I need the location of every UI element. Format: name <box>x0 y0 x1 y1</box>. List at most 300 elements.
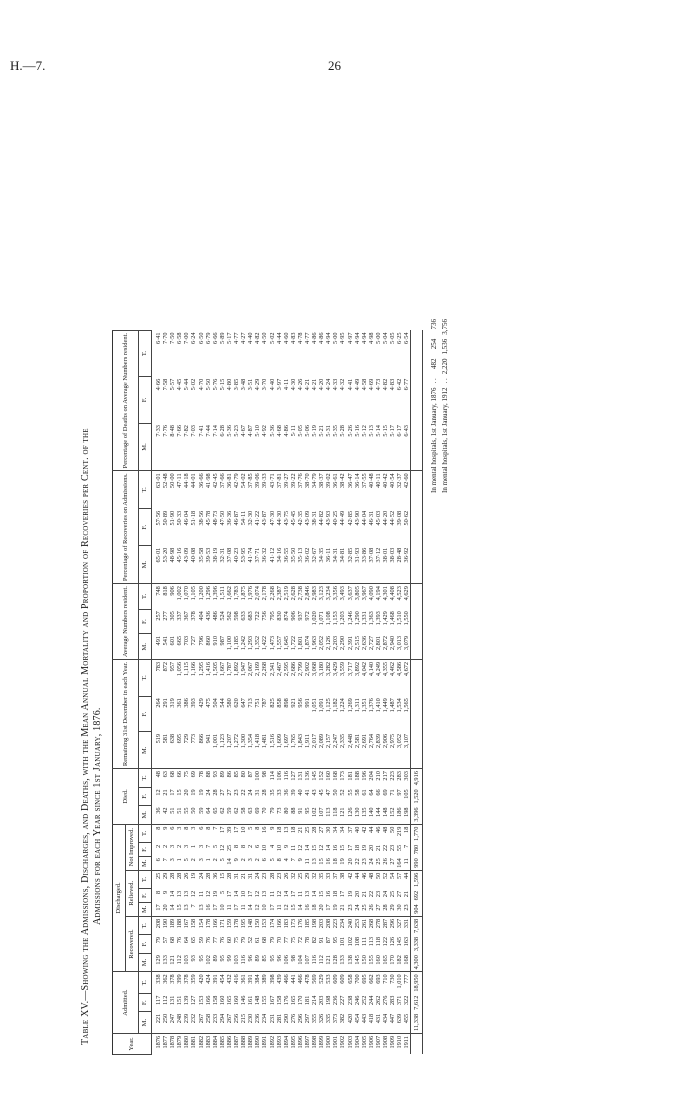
value-cell: 38·03 <box>389 546 396 584</box>
value-cell: 5·02 <box>268 332 276 344</box>
value-cell: 28 <box>225 872 233 880</box>
value-cell: 4·80 <box>225 378 233 391</box>
value-cell: 114 <box>268 771 276 781</box>
value-cell: 5·06 <box>304 423 311 471</box>
value-cell: 475 <box>204 698 212 708</box>
note-1912: In mental hospitals, 1st January, 1912 <box>441 387 450 493</box>
value-cell: 166 <box>275 918 283 929</box>
value-cell: 4·68 <box>276 423 283 471</box>
value-cell: 214 <box>311 995 319 1006</box>
value-cell: 79 <box>269 805 276 824</box>
value-cell: 3,013 <box>396 634 403 659</box>
value-cell: 1,125 <box>325 698 333 713</box>
value-cell: 38·19 <box>212 546 219 584</box>
value-cell: 5·15 <box>218 378 226 391</box>
value-cell: 338 <box>155 974 162 984</box>
value-cell: 818 <box>162 586 170 596</box>
value-cell: 30 <box>396 902 403 916</box>
value-cell: 19 <box>339 856 346 870</box>
value-cell: 55 <box>346 789 354 796</box>
value-cell: 17 <box>218 826 226 833</box>
value-cell: 145 <box>396 936 404 947</box>
value-cell: 11 <box>197 890 205 897</box>
value-cell: 361 <box>176 698 184 708</box>
value-cell: 28 <box>176 872 184 880</box>
value-cell: 160 <box>325 771 333 781</box>
value-cell: 47 <box>325 789 333 796</box>
col-sex-t: T. <box>139 471 152 509</box>
value-cell: 70 <box>261 805 268 824</box>
value-cell: 2,839 <box>375 732 382 769</box>
year-cell: 1883 <box>204 1035 212 1049</box>
value-cell: 4·40 <box>268 378 276 391</box>
value-cell: 91 <box>297 805 304 824</box>
value-cell: 66 <box>374 789 382 796</box>
value-cell: 42 <box>346 872 354 880</box>
value-cell: 858 <box>275 698 283 708</box>
value-cell: 5·50 <box>204 378 212 391</box>
value-cell: 7·76 <box>162 423 169 471</box>
value-cell: 3,282 <box>325 661 333 677</box>
value-cell: 58 <box>353 789 361 796</box>
value-cell: 4,408 <box>389 586 397 601</box>
value-cell: 12 <box>218 844 226 852</box>
value-cell: 10 <box>219 902 226 916</box>
value-cell: 1,516 <box>269 732 276 769</box>
value-cell: 87 <box>247 771 255 778</box>
value-cell: 1,487 <box>389 698 397 713</box>
value-cell: 972 <box>303 611 311 621</box>
value-cell: 28 <box>204 872 212 880</box>
value-cell: 2 <box>162 844 170 848</box>
value-cell: 3,180 <box>318 661 326 677</box>
value-cell: 569 <box>311 974 319 984</box>
value-cell: 287 <box>382 918 389 929</box>
value-cell: 620 <box>233 698 241 708</box>
value-cell: 639 <box>396 1012 403 1034</box>
value-cell: 14 <box>282 890 290 898</box>
value-cell: 5·21 <box>318 423 325 471</box>
value-cell: 1,331 <box>360 611 368 626</box>
value-cell: 12 <box>296 844 304 852</box>
value-cell: 1,203 <box>339 611 347 626</box>
col-sex-m: M. <box>139 732 152 769</box>
value-cell: 153 <box>197 995 205 1006</box>
value-cell: 24 <box>204 789 212 796</box>
value-cell: 14 <box>169 890 177 898</box>
value-cell: 25 <box>296 872 304 880</box>
value-cell: 1,410 <box>374 698 382 713</box>
value-cell: 326 <box>318 1012 325 1034</box>
value-cell: 145 <box>354 953 361 972</box>
value-cell: 5 <box>183 856 190 870</box>
value-cell: 59 <box>198 805 205 824</box>
value-cell: 730 <box>389 974 397 984</box>
value-cell: 466 <box>296 974 304 984</box>
value-cell: 73 <box>276 805 283 824</box>
value-cell: 34·35 <box>318 546 325 584</box>
value-cell: 152 <box>318 771 326 781</box>
value-cell: 1,296 <box>204 586 212 601</box>
value-cell: 454 <box>354 1012 361 1034</box>
value-cell: 359 <box>190 974 198 984</box>
value-cell: 1,787 <box>225 661 233 677</box>
value-cell: 52 <box>247 936 255 944</box>
col-sex-m: M. <box>139 805 152 824</box>
value-cell: 39·27 <box>282 473 290 489</box>
value-cell: 8 <box>233 844 241 848</box>
value-cell: 647 <box>240 698 248 708</box>
value-cell: 39·06 <box>254 473 262 489</box>
value-cell: 52·48 <box>162 473 170 489</box>
value-cell: 4,586 <box>396 661 404 677</box>
value-cell: 151 <box>176 995 184 1006</box>
value-cell: 24 <box>368 856 375 870</box>
value-cell: 168 <box>332 771 340 781</box>
value-cell: 258 <box>205 1012 212 1034</box>
value-cell: 303 <box>403 771 411 781</box>
value-cell: 9 <box>282 844 290 848</box>
value-cell: 580 <box>225 698 233 708</box>
value-cell: 2 <box>176 844 184 848</box>
value-cell: 322 <box>403 995 411 1006</box>
value-cell: 40·11 <box>374 473 382 488</box>
value-cell: 562 <box>225 611 233 621</box>
value-cell: 36·14 <box>353 473 361 489</box>
value-cell: 439 <box>275 974 283 984</box>
value-cell: 221 <box>152 1012 163 1034</box>
value-cell: 5·28 <box>339 423 346 471</box>
value-cell: 362 <box>162 974 170 984</box>
year-cell: 1905 <box>360 1035 368 1049</box>
value-cell: 956 <box>296 698 304 708</box>
value-cell: 239 <box>183 1012 190 1034</box>
total-cell: 4,300 <box>411 953 423 972</box>
value-cell: 40 <box>296 789 304 796</box>
year-cell: 1909 <box>389 1035 397 1049</box>
value-cell: 466 <box>282 974 290 984</box>
value-cell: 256 <box>233 1012 240 1034</box>
value-cell: 62 <box>233 805 240 824</box>
value-cell: 43·93 <box>325 510 333 526</box>
value-cell: 41·22 <box>254 510 262 526</box>
empty-total-cell <box>411 634 423 659</box>
value-cell: 24 <box>197 872 205 880</box>
value-cell: 89 <box>212 953 219 972</box>
value-cell: 16 <box>261 826 269 833</box>
value-cell: 23 <box>275 872 283 880</box>
value-cell: 11 <box>403 856 411 870</box>
value-cell: 19 <box>190 872 198 880</box>
value-cell: 42·79 <box>233 473 241 489</box>
value-cell: 21 <box>296 826 304 833</box>
value-cell: 4·82 <box>382 378 389 391</box>
value-cell: 38·01 <box>382 546 389 584</box>
value-cell: 230 <box>247 1012 254 1034</box>
value-cell: 420 <box>197 974 205 984</box>
value-cell: 236 <box>254 1012 261 1034</box>
col-sex-t: T. <box>139 769 152 788</box>
value-cell: 5·23 <box>233 423 240 471</box>
value-cell: 7·00 <box>183 332 191 344</box>
value-cell: 15 <box>318 856 325 870</box>
value-cell: 2,983 <box>311 586 319 601</box>
value-cell: 32·30 <box>247 510 255 526</box>
value-cell: 267 <box>198 1012 205 1034</box>
value-cell: 247 <box>169 1012 176 1034</box>
empty-total-cell <box>411 509 423 546</box>
value-cell: 1,765 <box>290 732 297 769</box>
value-cell: 638 <box>169 732 176 769</box>
value-cell: 2,691 <box>361 732 368 769</box>
value-cell: 1,051 <box>311 698 319 713</box>
value-cell: 23 <box>389 844 397 852</box>
value-cell: 80 <box>240 771 248 778</box>
value-cell: 2,178 <box>261 586 269 601</box>
value-cell: 102 <box>311 805 318 824</box>
value-cell: 98 <box>290 953 297 972</box>
value-cell: 29 <box>303 872 311 880</box>
value-cell: 447 <box>389 1012 396 1034</box>
value-cell: 78 <box>197 771 205 778</box>
value-cell: 46·87 <box>233 510 241 526</box>
value-cell: 163 <box>403 936 411 947</box>
value-cell: 277 <box>162 611 170 621</box>
value-cell: 1,892 <box>233 661 241 677</box>
value-cell: 5·31 <box>325 423 332 471</box>
value-cell: 248 <box>176 1012 183 1034</box>
value-cell: 3·51 <box>247 378 255 391</box>
value-cell: 127 <box>289 771 297 781</box>
value-cell: 4·41 <box>346 378 354 391</box>
value-cell: 51 <box>176 805 183 824</box>
table-row <box>382 330 389 1054</box>
value-cell: 39 <box>289 789 297 796</box>
value-cell: 872 <box>162 661 170 672</box>
value-cell: 2,902 <box>303 661 311 677</box>
table-row <box>318 330 325 1054</box>
value-cell: 3,068 <box>311 661 319 677</box>
value-cell: 13 <box>183 890 191 898</box>
value-cell: 1,070 <box>183 586 191 601</box>
value-cell: 32·85 <box>347 546 354 584</box>
value-cell: 50·62 <box>403 510 411 526</box>
total-cell: 11,338 <box>411 1012 423 1034</box>
value-cell: 5·00 <box>332 332 340 344</box>
value-cell: 39·02 <box>325 473 333 489</box>
value-cell: 231 <box>269 1012 276 1034</box>
value-cell: 35·13 <box>297 546 304 584</box>
value-cell: 57·56 <box>155 510 162 526</box>
table-row <box>233 330 240 1054</box>
value-cell: 454 <box>218 974 226 984</box>
value-cell: 296 <box>389 918 397 929</box>
value-cell: 12 <box>155 789 162 796</box>
value-cell: 34·79 <box>311 473 319 489</box>
value-cell: 116 <box>282 771 290 781</box>
col-pct-deaths: Percentage of Deaths on Average Numbers resident. <box>113 330 139 470</box>
value-cell: 783 <box>155 661 162 672</box>
value-cell: 64 <box>367 789 375 796</box>
report-code: H.—7. <box>10 58 46 73</box>
year-cell: 1884 <box>211 1035 219 1049</box>
value-cell: 66 <box>176 771 184 778</box>
value-cell: 160 <box>218 995 226 1006</box>
value-cell: 276 <box>382 995 389 1006</box>
value-cell: 25 <box>225 844 233 852</box>
value-cell: 957 <box>169 661 177 672</box>
table-row <box>261 330 268 1054</box>
value-cell: 404 <box>197 611 205 621</box>
value-cell: 2,686 <box>289 661 297 677</box>
value-cell: 17 <box>212 902 219 916</box>
total-cell: 4,916 <box>411 769 423 788</box>
value-cell: 2,247 <box>332 732 339 769</box>
value-cell: 8 <box>240 844 248 848</box>
value-cell: 23 <box>403 902 411 916</box>
value-cell: 238 <box>346 995 354 1006</box>
value-cell: 44·82 <box>318 510 326 526</box>
value-cell: 133 <box>339 953 346 972</box>
value-cell: 17 <box>339 890 347 898</box>
value-cell: 24 <box>254 872 262 880</box>
value-cell: 6·42 <box>396 378 404 391</box>
value-cell: 45·78 <box>204 510 212 526</box>
value-cell: 24 <box>382 890 389 898</box>
value-cell: 80 <box>283 805 290 824</box>
value-cell: 13 <box>282 826 290 833</box>
value-cell: 39·08 <box>396 510 404 526</box>
value-cell: 6·58 <box>176 332 184 344</box>
value-cell: 25 <box>389 890 397 898</box>
value-cell: 176 <box>296 918 304 929</box>
year-cell: 1880 <box>183 1035 191 1049</box>
value-cell: 4·73 <box>374 378 382 391</box>
value-cell: 113 <box>325 805 332 824</box>
value-cell: 89 <box>254 953 261 972</box>
value-cell: 1,722 <box>290 634 297 659</box>
value-cell: 10 <box>240 826 248 833</box>
value-cell: 4·21 <box>303 378 311 391</box>
value-cell: 36·32 <box>261 546 268 584</box>
value-cell: 195 <box>240 918 248 929</box>
value-cell: 15 <box>290 902 297 916</box>
value-cell: 1,352 <box>254 634 261 659</box>
value-cell: 662 <box>367 974 375 984</box>
value-cell: 18 <box>289 826 297 833</box>
value-cell: 1,534 <box>396 698 404 713</box>
value-cell: 4·94 <box>360 332 368 344</box>
value-cell: 4·82 <box>254 332 262 344</box>
year-cell: 1878 <box>169 1035 177 1049</box>
value-cell: 6 <box>261 856 268 870</box>
value-cell: 541 <box>162 634 169 659</box>
value-cell: 14 <box>233 890 241 898</box>
value-cell: 105 <box>403 789 411 799</box>
value-cell: 1,182 <box>332 698 340 713</box>
value-cell: 5·76 <box>211 378 219 391</box>
empty-total-cell <box>411 732 423 769</box>
value-cell: 21 <box>403 890 411 898</box>
value-cell: 1,115 <box>183 661 191 676</box>
value-cell: 95 <box>219 953 226 972</box>
value-cell: 12 <box>190 890 198 898</box>
value-cell: 12 <box>254 890 262 898</box>
year-cell: 1897 <box>303 1035 311 1049</box>
value-cell: 2,017 <box>311 732 318 769</box>
value-cell: 253 <box>353 918 361 929</box>
value-cell: 866 <box>198 732 205 769</box>
value-cell: 787 <box>261 698 269 708</box>
value-cell: 210 <box>374 771 382 781</box>
col-sex-m: M. <box>139 953 152 972</box>
value-cell: 87 <box>325 936 333 944</box>
value-cell: 21 <box>162 789 170 796</box>
value-cell: 20 <box>183 789 191 796</box>
value-cell: 61 <box>254 936 262 944</box>
value-cell: 45 <box>318 789 326 796</box>
value-cell: 27 <box>225 789 233 796</box>
value-cell: 1,242 <box>240 634 247 659</box>
value-cell: 178 <box>233 918 241 929</box>
value-cell: 13 <box>198 902 205 916</box>
value-cell: 79 <box>268 936 276 944</box>
value-cell: 240 <box>346 918 354 929</box>
value-cell: 2,467 <box>275 661 283 677</box>
total-cell: 692 <box>411 889 423 902</box>
value-cell: 15 <box>176 789 184 796</box>
value-cell: 4·87 <box>247 423 254 471</box>
value-cell: 9 <box>162 826 170 830</box>
value-cell: 31 <box>247 872 255 880</box>
value-cell: 188 <box>176 918 184 929</box>
value-cell: 4·49 <box>353 378 361 391</box>
value-cell: 27 <box>318 826 326 833</box>
value-cell: 42·45 <box>211 473 219 489</box>
value-cell: 33·86 <box>361 546 368 584</box>
value-cell: 203 <box>318 918 326 929</box>
value-cell: 4,140 <box>367 661 375 677</box>
note-1876-t: 736 <box>430 318 439 330</box>
value-cell: 5·10 <box>254 423 261 471</box>
value-cell: 906 <box>169 586 177 596</box>
value-cell: 25 <box>155 872 162 880</box>
value-cell: 18 <box>403 826 411 833</box>
col-discharged: Discharged. <box>113 824 126 972</box>
value-cell: 14 <box>247 902 254 916</box>
value-cell: 55 <box>183 805 190 824</box>
table-row <box>269 330 276 1054</box>
value-cell: 43·75 <box>282 510 290 526</box>
value-cell: 378 <box>190 611 198 621</box>
value-cell: 27 <box>218 789 226 796</box>
col-sex-f: F. <box>139 787 152 805</box>
value-cell: 51 <box>169 805 176 824</box>
value-cell: 773 <box>190 732 197 769</box>
value-cell: 6 <box>197 826 205 830</box>
value-cell: 86 <box>225 771 233 778</box>
value-cell: 2,074 <box>254 586 262 601</box>
value-cell: 2 <box>190 856 197 870</box>
value-cell: 41·74 <box>247 546 254 584</box>
value-cell: 1,300 <box>240 732 247 769</box>
value-cell: 4·83 <box>289 332 297 344</box>
value-cell: 431 <box>375 1012 382 1034</box>
value-cell: 14 <box>169 902 176 916</box>
value-cell: 188 <box>353 771 361 781</box>
value-cell: 68 <box>169 771 177 778</box>
value-cell: 3·48 <box>240 378 248 391</box>
